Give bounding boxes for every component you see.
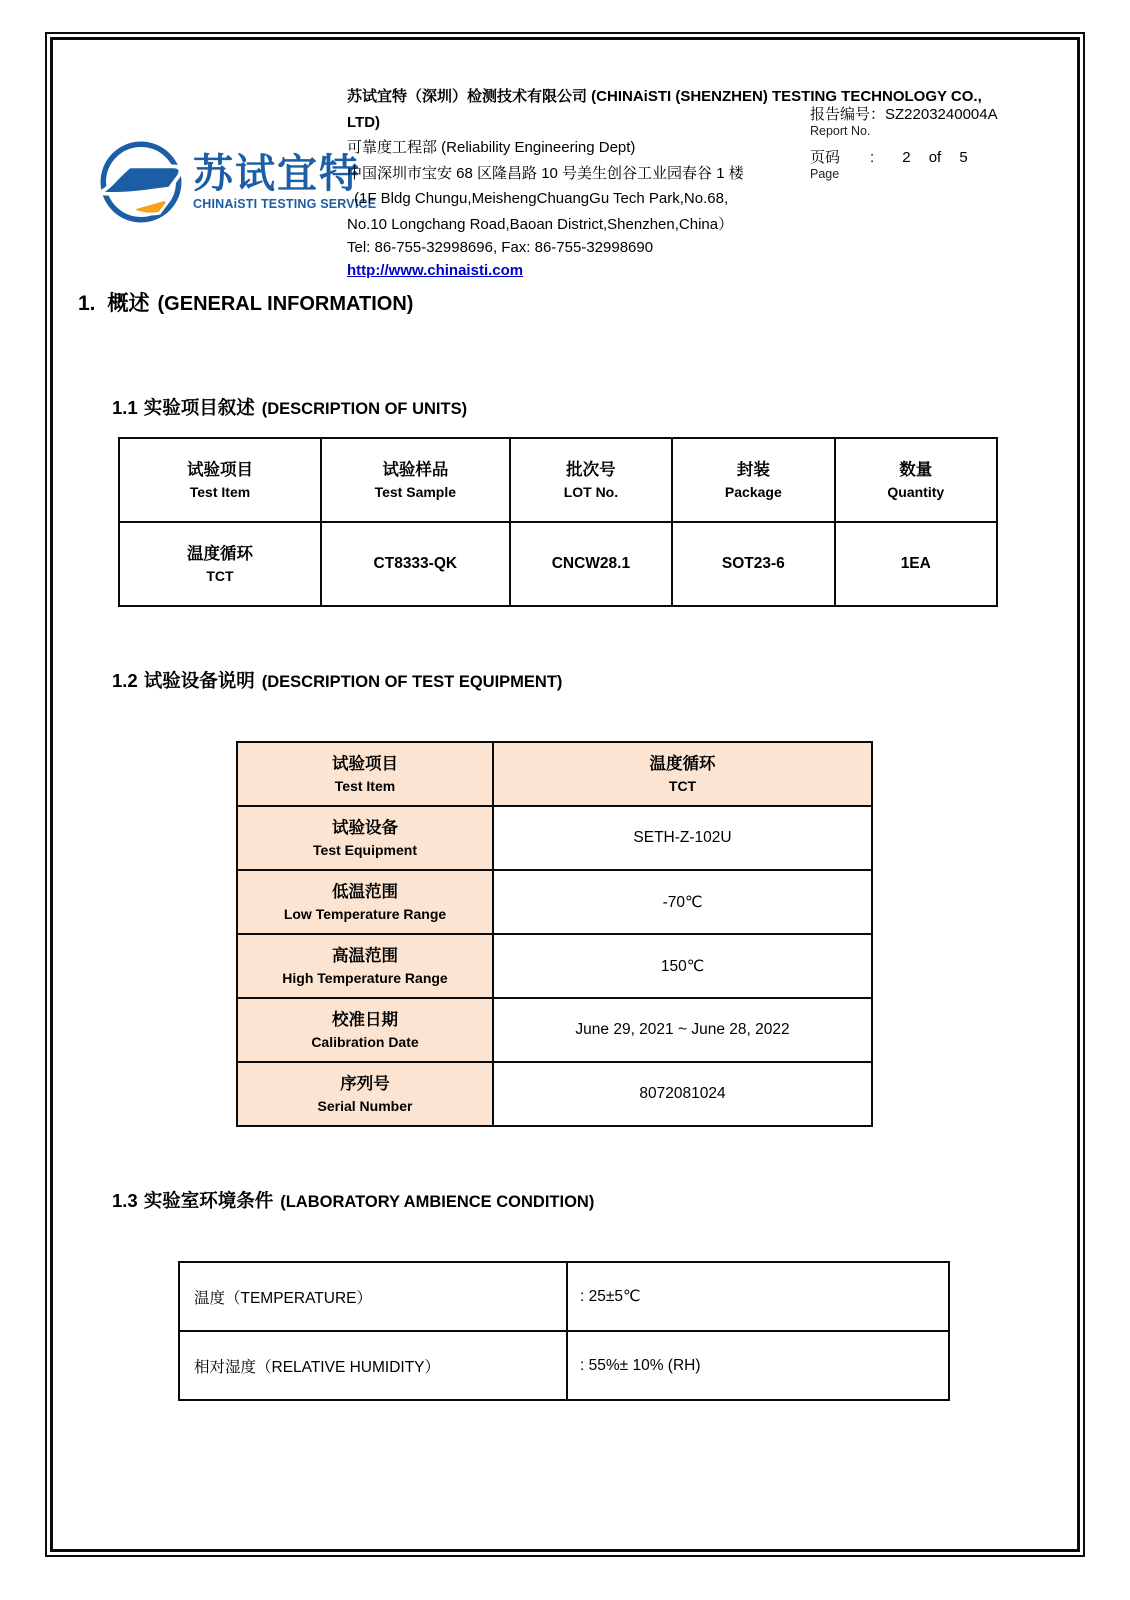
report-no-value: SZ2203240004A (885, 106, 998, 123)
col-header-en: LOT No. (563, 484, 619, 500)
units-col-lot-no (510, 438, 672, 522)
subsection-title-en: (LABORATORY AMBIENCE CONDITION) (280, 1193, 595, 1211)
subsection-number: 1.3 (112, 1190, 138, 1211)
ambience-value-humidity: : 55%± 10% (RH) (567, 1331, 949, 1400)
row-label-en: Low Temperature Range (283, 906, 447, 922)
section-title-zh: 概述 (107, 292, 150, 315)
row-label-en: Serial Number (317, 1098, 413, 1114)
section-title-general (78, 287, 413, 317)
equipment-row (237, 806, 872, 870)
subsection-number: 1.1 (112, 397, 138, 418)
tel-fax-line: Tel: 86-755-32998696, Fax: 86-755-32998690 (347, 239, 654, 256)
equipment-row (237, 1062, 872, 1126)
value-zh: 温度循环 (649, 755, 716, 773)
row-label-en: Test Equipment (313, 842, 417, 858)
units-col-quantity (835, 438, 997, 522)
equipment-label-low-temp (237, 870, 493, 934)
row-label-en: Test Item (334, 778, 396, 794)
subsection-title-zh: 实验室环境条件 (143, 1190, 274, 1211)
units-table (118, 437, 998, 607)
chinaisti-logo-mark-icon (95, 136, 187, 228)
equipment-value-test-equipment: SETH-Z-102U (493, 806, 872, 870)
col-header-zh: 试验样品 (382, 461, 449, 479)
value-en: TCT (668, 778, 697, 794)
equipment-label-high-temp (237, 934, 493, 998)
equipment-value-high-temp: 150℃ (493, 934, 872, 998)
col-header-en: Quantity (887, 484, 945, 500)
col-header-zh: 试验项目 (186, 461, 253, 479)
equipment-label-test-item (237, 742, 493, 806)
equipment-table (236, 741, 873, 1127)
col-header-zh: 批次号 (566, 461, 616, 479)
report-no-label: 报告编号： (810, 106, 886, 123)
ambience-table (178, 1261, 950, 1401)
ambience-row-temperature (179, 1262, 949, 1331)
units-col-package (672, 438, 834, 522)
subsection-title-en: (DESCRIPTION OF UNITS) (261, 400, 468, 418)
equipment-value-serial-number: 8072081024 (493, 1062, 872, 1126)
page-no-colon: : (870, 149, 875, 166)
cell-test-sample: CT8333-QK (321, 522, 510, 606)
department-line: 可靠度工程部 (Reliability Engineering Dept) (347, 139, 636, 156)
subsection-number: 1.2 (112, 670, 138, 691)
equipment-row (237, 934, 872, 998)
col-header-zh: 封装 (736, 461, 770, 479)
company-name-line1: 苏试宜特（深圳）检测技术有限公司 (CHINAiSTI (SHENZHEN) TESTING TECHNOLOGY CO., (347, 88, 982, 105)
subsection-title-en: (DESCRIPTION OF TEST EQUIPMENT) (261, 673, 563, 691)
row-label-zh: 高温范围 (332, 947, 398, 965)
subsection-title-zh: 实验项目叙述 (143, 397, 255, 418)
row-label-zh: 序列号 (340, 1075, 390, 1093)
section-title-equipment (112, 667, 562, 693)
address-zh: 中国深圳市宝安 68 区隆昌路 10 号美生创谷工业园春谷 1 楼 (347, 164, 744, 182)
address-en-line2: No.10 Longchang Road,Baoan District,Shenzhen,China） (347, 215, 734, 233)
test-item-zh: 温度循环 (186, 545, 253, 563)
report-info-block (810, 103, 1020, 182)
cell-quantity: 1EA (835, 522, 997, 606)
equipment-row (237, 998, 872, 1062)
report-no-label-en: Report No. (810, 124, 871, 138)
section-title-units (112, 394, 467, 420)
company-name-line2: LTD) (347, 113, 381, 131)
subsection-title-zh: 试验设备说明 (143, 670, 255, 691)
col-header-en: Test Sample (374, 484, 457, 500)
units-col-test-item (119, 438, 321, 522)
units-table-header-row (119, 438, 997, 522)
logo-text-en: CHINAiSTI TESTING SERVICE (193, 197, 377, 211)
row-label-zh: 校准日期 (332, 1011, 398, 1029)
logo-text-zh: 苏试宜特 (193, 152, 361, 196)
col-header-en: Test Item (189, 484, 251, 500)
section-title-ambience (112, 1187, 594, 1213)
units-col-test-sample (321, 438, 510, 522)
equipment-label-calibration-date (237, 998, 493, 1062)
cell-test-item (119, 522, 321, 606)
equipment-value-test-item (493, 742, 872, 806)
units-table-data-row (119, 522, 997, 606)
cell-lot-no: CNCW28.1 (510, 522, 672, 606)
equipment-header-row (237, 742, 872, 806)
row-label-en: Calibration Date (311, 1034, 419, 1050)
website-link[interactable]: http://www.chinaisti.com (347, 262, 524, 279)
equipment-row (237, 870, 872, 934)
col-header-en: Package (724, 484, 782, 500)
ambience-label-humidity: 相对湿度（RELATIVE HUMIDITY） (179, 1331, 567, 1400)
ambience-label-temperature: 温度（TEMPERATURE） (179, 1262, 567, 1331)
ambience-row-humidity (179, 1331, 949, 1400)
section-number: 1. (78, 292, 96, 315)
address-en-line1: (1F Bldg Chungu,MeishengChuangGu Tech Park,No.68, (354, 190, 729, 207)
equipment-value-calibration-date: June 29, 2021 ~ June 28, 2022 (493, 998, 872, 1062)
page-no-value: 2 of 5 (902, 149, 968, 166)
row-label-zh: 试验项目 (332, 755, 398, 773)
row-label-en: High Temperature Range (282, 970, 448, 986)
row-label-zh: 低温范围 (332, 883, 398, 901)
test-item-en: TCT (206, 568, 234, 584)
cell-package: SOT23-6 (672, 522, 834, 606)
ambience-value-temperature: : 25±5℃ (567, 1262, 949, 1331)
equipment-value-low-temp: -70℃ (493, 870, 872, 934)
page-no-label-en: Page (810, 167, 840, 181)
col-header-zh: 数量 (899, 461, 933, 479)
equipment-label-serial-number (237, 1062, 493, 1126)
equipment-label-test-equipment (237, 806, 493, 870)
company-logo (95, 136, 377, 228)
page-no-label: 页码 (810, 149, 841, 166)
section-title-en: (GENERAL INFORMATION) (157, 293, 414, 315)
row-label-zh: 试验设备 (332, 819, 398, 837)
